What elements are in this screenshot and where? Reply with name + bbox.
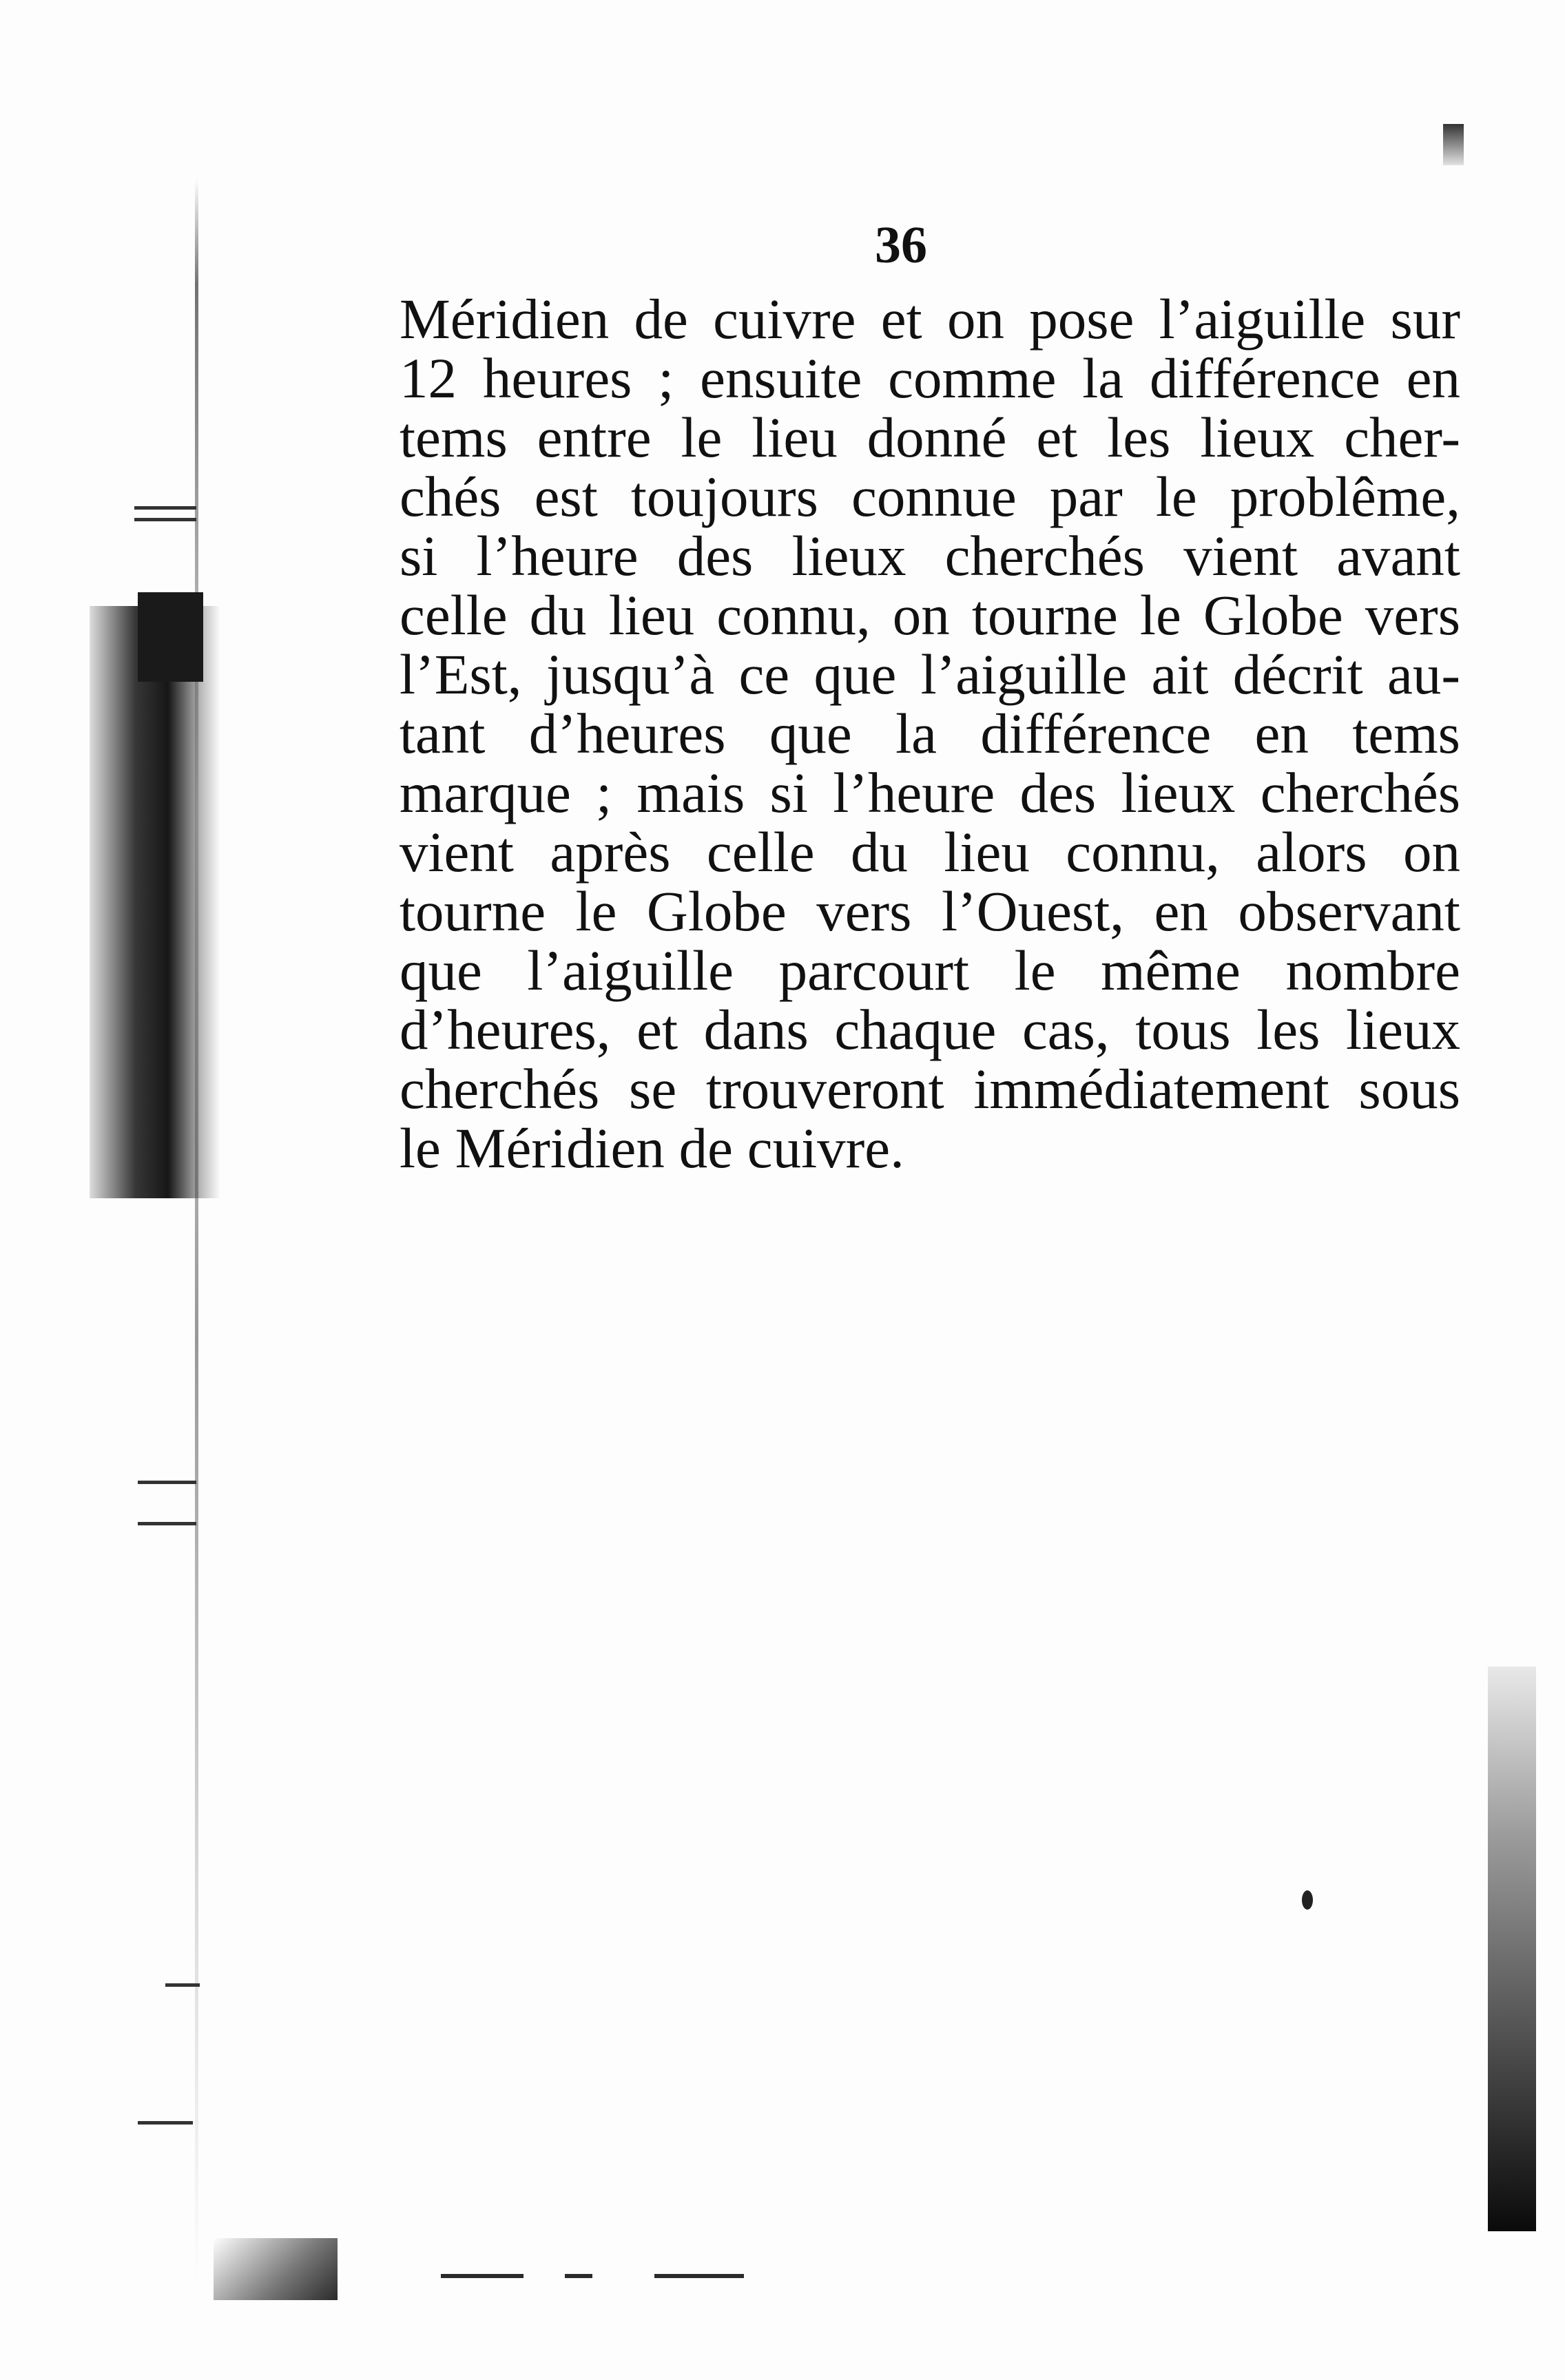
text-line: vient après celle du lieu connu, alors on (400, 820, 1460, 884)
bottom-smudge (654, 2274, 744, 2278)
page-edge-mark (1443, 124, 1464, 165)
text-line: 12 heures ; ensuite comme la différence en (400, 346, 1460, 410)
text-line: d’heures, et dans chaque cas, tous les lieux (400, 998, 1460, 1061)
text-line: chés est toujours connue par le problême, (400, 465, 1460, 528)
text-line: l’Est, jusqu’à ce que l’aiguille ait décrit au- (400, 643, 1460, 706)
binding-mark (138, 1522, 196, 1525)
binding-mark (138, 2121, 193, 2125)
ink-speck (1302, 1890, 1313, 1910)
text-line: le Méridien de cuivre. (400, 1116, 904, 1180)
text-line: tant d’heures que la différence en tems (400, 702, 1460, 765)
binding-mark (165, 1983, 200, 1987)
text-line: Méridien de cuivre et on pose l’aiguille sur (400, 287, 1460, 351)
bottom-smudge (441, 2274, 524, 2278)
text-line: tems entre le lieu donné et les lieux cher- (400, 406, 1460, 469)
binding-mark (134, 518, 196, 521)
binding-shadow-block (138, 592, 203, 682)
text-line: si l’heure des lieux cherchés vient avant (400, 524, 1460, 587)
corner-shadow (214, 2238, 338, 2300)
text-line: marque ; mais si l’heure des lieux cherchés (400, 761, 1460, 824)
binding-shadow (90, 606, 220, 1198)
binding-shadow-line (195, 179, 198, 2286)
body-text (400, 289, 1460, 1178)
bottom-smudge (565, 2274, 592, 2278)
binding-mark (138, 1481, 196, 1484)
page-number: 36 (875, 216, 927, 274)
text-line: tourne le Globe vers l’Ouest, en observant (400, 879, 1460, 943)
text-line: que l’aiguille parcourt le même nombre (400, 939, 1460, 1002)
text-line: cherchés se trouveront immédiatement sous (400, 1057, 1460, 1120)
text-line: celle du lieu connu, on tourne le Globe vers (400, 583, 1460, 647)
binding-mark (134, 506, 196, 510)
page-edge-shadow (1488, 1667, 1536, 2231)
